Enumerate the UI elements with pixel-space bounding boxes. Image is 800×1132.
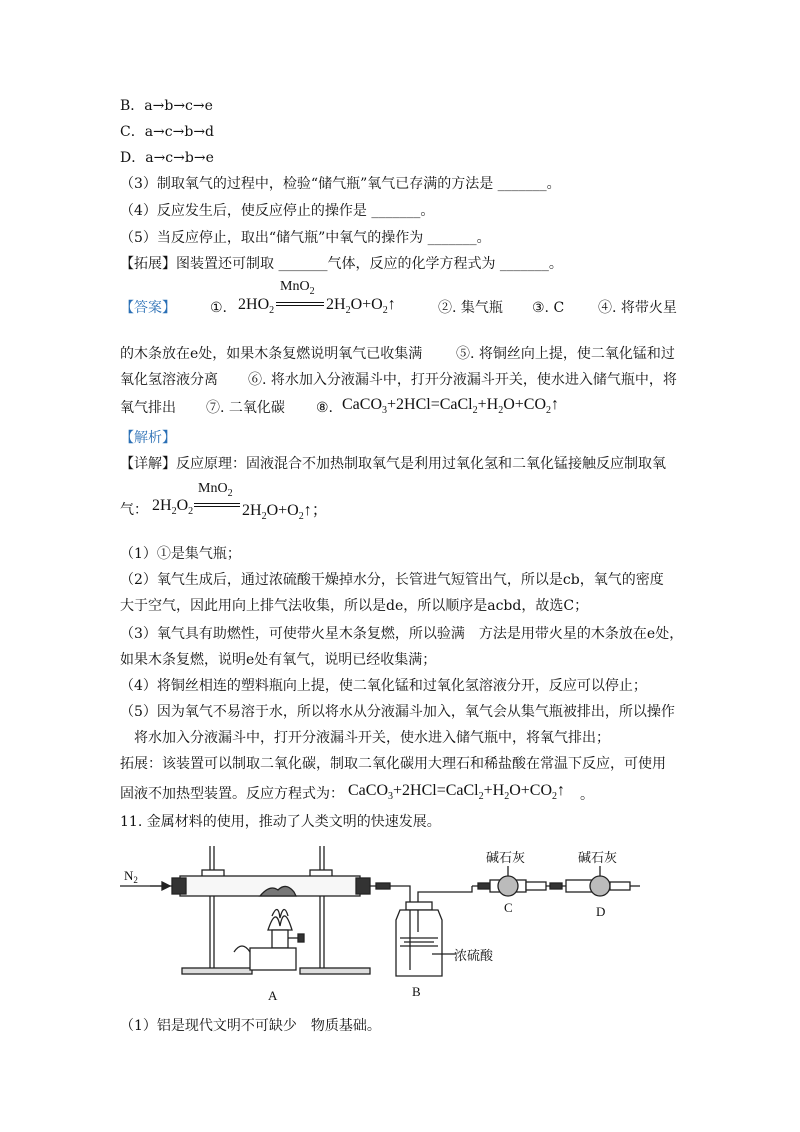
lime-label-2: 碱石灰 bbox=[578, 851, 618, 866]
answer-tag: 【答案】 bbox=[120, 300, 176, 316]
answer-1-num: ①. bbox=[210, 300, 228, 316]
answer-7: ⑦. 二氧化碳 bbox=[206, 400, 285, 416]
analysis-ext2: 固液不加热型装置。反应方程式为： bbox=[120, 786, 344, 802]
option-c: C．a→c→b→d bbox=[120, 124, 215, 140]
analysis-tag: 【解析】 bbox=[120, 430, 176, 446]
label-d: D bbox=[596, 904, 606, 919]
acid-label: 浓硫酸 bbox=[454, 949, 494, 964]
answer-5: ⑤. 将铜丝向上提，使二氧化锰和过 bbox=[456, 346, 675, 362]
option-b: B．a→b→c→e bbox=[120, 98, 213, 114]
analysis-p2b: 大于空气，因此用向上排气法收集，所以是de，所以顺序是acbd，故选C； bbox=[120, 598, 589, 614]
lime-label-1: 碱石灰 bbox=[486, 851, 526, 866]
option-d: D．a→c→b→e bbox=[120, 150, 214, 166]
label-a: A bbox=[268, 988, 278, 1003]
label-b: B bbox=[412, 984, 421, 999]
analysis-gas: 气： bbox=[120, 502, 148, 518]
analysis-p3b: 如果木条复燃，说明e处有氧气，说明已经收集满； bbox=[120, 652, 437, 668]
question-11-sub1: （1）铝是现代文明不可缺少 物质基础。 bbox=[120, 1018, 381, 1034]
extension-question: 【拓展】图装置还可制取 _______气体，反应的化学方程式为 _______。 bbox=[120, 256, 563, 272]
answer-2: ②. 集气瓶 bbox=[438, 300, 503, 316]
answer-6: ⑥. 将水加入分液漏斗中，打开分液漏斗开关，使水进入储气瓶中，将 bbox=[248, 372, 677, 388]
analysis-p1: （1）①是集气瓶； bbox=[120, 546, 241, 562]
analysis-p4: （4）将铜丝相连的塑料瓶向上提，使二氧化锰和过氧化氢溶液分开，反应可以停止； bbox=[120, 678, 647, 694]
catalyst-label: MnO$_2$ bbox=[280, 279, 315, 297]
answer-line-3: 氧化氢溶液分离 bbox=[120, 372, 218, 388]
analysis-p2a: （2）氧气生成后，通过浓硫酸干燥掉水分，长管进气短管出气，所以是cb，氧气的密度 bbox=[120, 572, 664, 588]
apparatus-figure bbox=[110, 836, 650, 1006]
analysis-ext2-end: 。 bbox=[580, 787, 594, 803]
analysis-detail: 【详解】反应原理：固液混合不加热制取氧气是利用过氧化氢和二氧化锰接触反应制取氧 bbox=[120, 456, 666, 472]
analysis-p3a: （3）氧气具有助燃性，可使带火星木条复燃，所以验满 方法是用带火星的木条放在e处， bbox=[120, 626, 684, 642]
answer-line-4: 氧气排出 bbox=[120, 400, 176, 416]
answer-3: ③. C bbox=[532, 300, 565, 316]
n2-label: $N_2$ bbox=[124, 868, 138, 885]
analysis-p5b: 将水加入分液漏斗中，打开分液漏斗开关，使水进入储气瓶中，将氧气排出； bbox=[120, 730, 610, 746]
answer-line-2: 的木条放在e处，如果木条复燃说明氧气已收集满 bbox=[120, 346, 423, 362]
analysis-p5a: （5）因为氧气不易溶于水，所以将水从分液漏斗加入，氧气会从集气瓶被排出，所以操作 bbox=[120, 704, 675, 720]
question-11-title: 11. 金属材料的使用，推动了人类文明的快速发展。 bbox=[120, 814, 441, 830]
answer-4: ④. 将带火星 bbox=[598, 300, 677, 316]
label-c: C bbox=[504, 900, 513, 915]
question-4: （4）反应发生后，使反应停止的操作是 _______。 bbox=[120, 203, 435, 219]
question-3: （3）制取氧气的过程中，检验“储气瓶”氧气已存满的方法是 _______。 bbox=[120, 176, 561, 192]
equation-caco3-answer: $CaCO_3+2HCl=CaCl_2+H_2O+CO_2↑$ bbox=[342, 396, 559, 417]
question-5: （5）当反应停止，取出“储气瓶”中氧气的操作为 _______。 bbox=[120, 230, 491, 246]
equation-caco3-analysis: $CaCO_3+2HCl=CaCl_2+H_2O+CO_2↑$ bbox=[348, 782, 565, 803]
analysis-ext1: 拓展：该装置可以制取二氧化碳，制取二氧化碳用大理石和稀盐酸在常温下反应，可使用 bbox=[120, 756, 666, 772]
answer-8: ⑧. bbox=[316, 400, 334, 416]
